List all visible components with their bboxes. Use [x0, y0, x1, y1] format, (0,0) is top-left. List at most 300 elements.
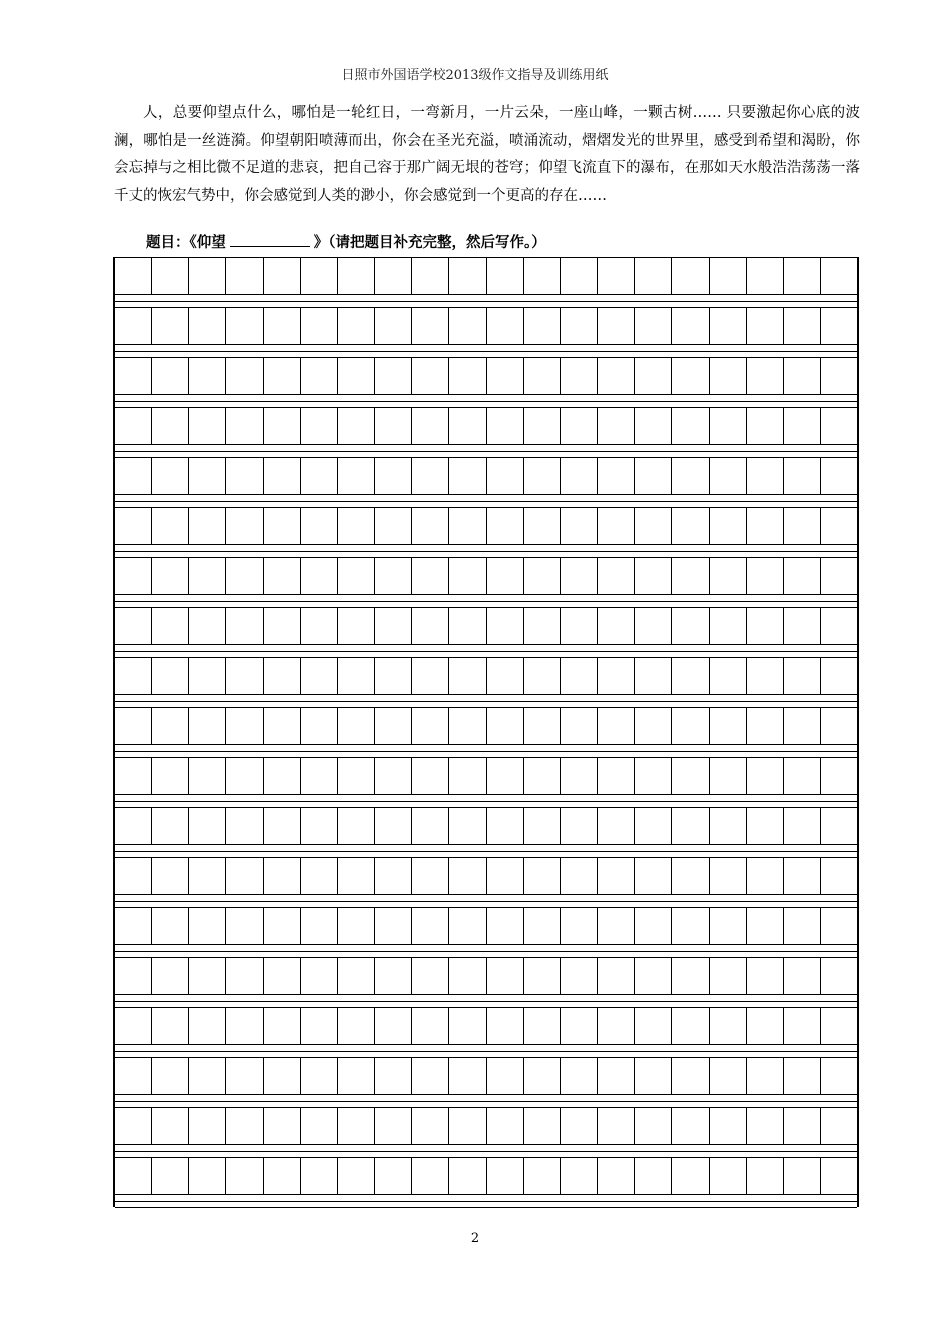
grid-cell[interactable] — [672, 908, 709, 944]
grid-cell[interactable] — [635, 1008, 672, 1044]
grid-cell[interactable] — [412, 408, 449, 444]
grid-cell[interactable] — [635, 908, 672, 944]
grid-cell[interactable] — [115, 458, 152, 494]
grid-cell[interactable] — [375, 508, 412, 544]
grid-cell[interactable] — [412, 858, 449, 894]
grid-cell[interactable] — [635, 758, 672, 794]
grid-cell[interactable] — [524, 1158, 561, 1194]
grid-cell[interactable] — [821, 608, 857, 644]
grid-cell[interactable] — [375, 858, 412, 894]
grid-cell[interactable] — [487, 1058, 524, 1094]
grid-cell[interactable] — [226, 1108, 263, 1144]
grid-cell[interactable] — [338, 558, 375, 594]
grid-cell[interactable] — [375, 1058, 412, 1094]
grid-cell[interactable] — [747, 1158, 784, 1194]
grid-cell[interactable] — [338, 708, 375, 744]
grid-cell[interactable] — [821, 958, 857, 994]
grid-cell[interactable] — [338, 308, 375, 344]
grid-cell[interactable] — [747, 1008, 784, 1044]
grid-cell[interactable] — [672, 958, 709, 994]
grid-cell[interactable] — [598, 358, 635, 394]
grid-cell[interactable] — [412, 1108, 449, 1144]
grid-cell[interactable] — [412, 658, 449, 694]
grid-cell[interactable] — [747, 1108, 784, 1144]
grid-cell[interactable] — [189, 908, 226, 944]
grid-cell[interactable] — [301, 308, 338, 344]
grid-cell[interactable] — [264, 308, 301, 344]
grid-cell[interactable] — [561, 1158, 598, 1194]
grid-cell[interactable] — [524, 508, 561, 544]
grid-cell[interactable] — [301, 258, 338, 294]
grid-cell[interactable] — [672, 1108, 709, 1144]
grid-cell[interactable] — [598, 1108, 635, 1144]
grid-cell[interactable] — [747, 658, 784, 694]
grid-cell[interactable] — [524, 1008, 561, 1044]
grid-cell[interactable] — [226, 408, 263, 444]
grid-cell[interactable] — [449, 908, 486, 944]
grid-cell[interactable] — [635, 708, 672, 744]
grid-cell[interactable] — [375, 708, 412, 744]
grid-cell[interactable] — [226, 458, 263, 494]
grid-cell[interactable] — [338, 1108, 375, 1144]
grid-cell[interactable] — [152, 958, 189, 994]
grid-cell[interactable] — [152, 258, 189, 294]
grid-cell[interactable] — [710, 308, 747, 344]
grid-cell[interactable] — [672, 608, 709, 644]
grid-cell[interactable] — [635, 858, 672, 894]
grid-cell[interactable] — [115, 408, 152, 444]
grid-cell[interactable] — [487, 1108, 524, 1144]
grid-cell[interactable] — [784, 708, 821, 744]
grid-cell[interactable] — [784, 1058, 821, 1094]
grid-cell[interactable] — [375, 808, 412, 844]
grid-cell[interactable] — [747, 908, 784, 944]
grid-cell[interactable] — [338, 858, 375, 894]
grid-cell[interactable] — [784, 1008, 821, 1044]
grid-cell[interactable] — [524, 358, 561, 394]
grid-cell[interactable] — [672, 1058, 709, 1094]
grid-cell[interactable] — [561, 1108, 598, 1144]
grid-cell[interactable] — [524, 408, 561, 444]
grid-cell[interactable] — [226, 358, 263, 394]
grid-cell[interactable] — [487, 558, 524, 594]
grid-cell[interactable] — [524, 958, 561, 994]
grid-cell[interactable] — [301, 858, 338, 894]
grid-cell[interactable] — [152, 458, 189, 494]
grid-cell[interactable] — [524, 1108, 561, 1144]
grid-cell[interactable] — [710, 408, 747, 444]
grid-cell[interactable] — [338, 808, 375, 844]
grid-cell[interactable] — [338, 958, 375, 994]
grid-cell[interactable] — [449, 258, 486, 294]
grid-cell[interactable] — [338, 458, 375, 494]
grid-cell[interactable] — [747, 258, 784, 294]
grid-cell[interactable] — [449, 1108, 486, 1144]
grid-cell[interactable] — [226, 308, 263, 344]
grid-cell[interactable] — [561, 408, 598, 444]
grid-cell[interactable] — [672, 258, 709, 294]
grid-cell[interactable] — [412, 808, 449, 844]
grid-cell[interactable] — [524, 308, 561, 344]
grid-cell[interactable] — [412, 308, 449, 344]
grid-cell[interactable] — [710, 808, 747, 844]
grid-cell[interactable] — [784, 308, 821, 344]
grid-cell[interactable] — [412, 358, 449, 394]
grid-cell[interactable] — [115, 958, 152, 994]
grid-cell[interactable] — [561, 758, 598, 794]
grid-cell[interactable] — [821, 758, 857, 794]
grid-cell[interactable] — [301, 558, 338, 594]
grid-cell[interactable] — [189, 608, 226, 644]
grid-cell[interactable] — [115, 1058, 152, 1094]
grid-cell[interactable] — [487, 458, 524, 494]
grid-cell[interactable] — [672, 508, 709, 544]
grid-cell[interactable] — [301, 1008, 338, 1044]
grid-cell[interactable] — [635, 508, 672, 544]
grid-cell[interactable] — [264, 858, 301, 894]
grid-cell[interactable] — [487, 908, 524, 944]
grid-cell[interactable] — [226, 658, 263, 694]
grid-cell[interactable] — [598, 808, 635, 844]
grid-cell[interactable] — [412, 508, 449, 544]
grid-cell[interactable] — [338, 1058, 375, 1094]
grid-cell[interactable] — [226, 1158, 263, 1194]
grid-cell[interactable] — [189, 258, 226, 294]
grid-cell[interactable] — [635, 258, 672, 294]
grid-cell[interactable] — [375, 558, 412, 594]
grid-cell[interactable] — [226, 908, 263, 944]
grid-cell[interactable] — [189, 1008, 226, 1044]
grid-cell[interactable] — [821, 408, 857, 444]
grid-cell[interactable] — [747, 858, 784, 894]
grid-cell[interactable] — [710, 458, 747, 494]
grid-cell[interactable] — [301, 708, 338, 744]
grid-cell[interactable] — [264, 808, 301, 844]
grid-cell[interactable] — [784, 358, 821, 394]
grid-cell[interactable] — [264, 908, 301, 944]
grid-cell[interactable] — [747, 458, 784, 494]
grid-cell[interactable] — [449, 558, 486, 594]
grid-cell[interactable] — [487, 1008, 524, 1044]
grid-cell[interactable] — [338, 258, 375, 294]
grid-cell[interactable] — [821, 558, 857, 594]
grid-cell[interactable] — [561, 708, 598, 744]
grid-cell[interactable] — [449, 958, 486, 994]
grid-cell[interactable] — [821, 258, 857, 294]
grid-cell[interactable] — [524, 1058, 561, 1094]
grid-cell[interactable] — [784, 658, 821, 694]
grid-cell[interactable] — [598, 408, 635, 444]
grid-cell[interactable] — [226, 558, 263, 594]
grid-cell[interactable] — [524, 708, 561, 744]
grid-cell[interactable] — [375, 1008, 412, 1044]
grid-cell[interactable] — [672, 1008, 709, 1044]
grid-cell[interactable] — [784, 758, 821, 794]
grid-cell[interactable] — [412, 1008, 449, 1044]
grid-cell[interactable] — [747, 608, 784, 644]
grid-cell[interactable] — [226, 858, 263, 894]
grid-cell[interactable] — [152, 1058, 189, 1094]
grid-cell[interactable] — [264, 1008, 301, 1044]
grid-cell[interactable] — [189, 308, 226, 344]
grid-cell[interactable] — [264, 658, 301, 694]
grid-cell[interactable] — [635, 608, 672, 644]
grid-cell[interactable] — [301, 758, 338, 794]
grid-cell[interactable] — [375, 1108, 412, 1144]
grid-cell[interactable] — [338, 758, 375, 794]
grid-cell[interactable] — [375, 958, 412, 994]
grid-cell[interactable] — [561, 308, 598, 344]
grid-cell[interactable] — [189, 758, 226, 794]
grid-cell[interactable] — [301, 958, 338, 994]
grid-cell[interactable] — [449, 358, 486, 394]
grid-cell[interactable] — [635, 1058, 672, 1094]
grid-cell[interactable] — [598, 558, 635, 594]
grid-cell[interactable] — [598, 858, 635, 894]
grid-cell[interactable] — [635, 308, 672, 344]
grid-cell[interactable] — [710, 1108, 747, 1144]
grid-cell[interactable] — [338, 508, 375, 544]
grid-cell[interactable] — [189, 1058, 226, 1094]
grid-cell[interactable] — [189, 408, 226, 444]
grid-cell[interactable] — [487, 508, 524, 544]
grid-cell[interactable] — [301, 1158, 338, 1194]
grid-cell[interactable] — [115, 1158, 152, 1194]
grid-cell[interactable] — [375, 658, 412, 694]
grid-cell[interactable] — [449, 858, 486, 894]
grid-cell[interactable] — [487, 958, 524, 994]
grid-cell[interactable] — [412, 958, 449, 994]
grid-cell[interactable] — [747, 758, 784, 794]
grid-cell[interactable] — [338, 408, 375, 444]
grid-cell[interactable] — [821, 908, 857, 944]
grid-cell[interactable] — [598, 708, 635, 744]
grid-cell[interactable] — [598, 958, 635, 994]
grid-cell[interactable] — [152, 308, 189, 344]
grid-cell[interactable] — [561, 608, 598, 644]
grid-cell[interactable] — [524, 758, 561, 794]
grid-cell[interactable] — [449, 658, 486, 694]
grid-cell[interactable] — [524, 608, 561, 644]
grid-cell[interactable] — [189, 508, 226, 544]
grid-cell[interactable] — [152, 408, 189, 444]
grid-cell[interactable] — [375, 1158, 412, 1194]
grid-cell[interactable] — [561, 258, 598, 294]
grid-cell[interactable] — [115, 658, 152, 694]
grid-cell[interactable] — [784, 958, 821, 994]
grid-cell[interactable] — [264, 708, 301, 744]
grid-cell[interactable] — [635, 358, 672, 394]
grid-cell[interactable] — [338, 1008, 375, 1044]
grid-cell[interactable] — [115, 358, 152, 394]
grid-cell[interactable] — [821, 1058, 857, 1094]
grid-cell[interactable] — [487, 758, 524, 794]
grid-cell[interactable] — [115, 858, 152, 894]
grid-cell[interactable] — [338, 358, 375, 394]
grid-cell[interactable] — [487, 708, 524, 744]
grid-cell[interactable] — [561, 1008, 598, 1044]
grid-cell[interactable] — [635, 958, 672, 994]
grid-cell[interactable] — [561, 658, 598, 694]
grid-cell[interactable] — [152, 808, 189, 844]
grid-cell[interactable] — [412, 1058, 449, 1094]
grid-cell[interactable] — [487, 608, 524, 644]
grid-cell[interactable] — [449, 1158, 486, 1194]
grid-cell[interactable] — [487, 308, 524, 344]
grid-cell[interactable] — [449, 808, 486, 844]
grid-cell[interactable] — [264, 258, 301, 294]
grid-cell[interactable] — [598, 658, 635, 694]
grid-cell[interactable] — [115, 708, 152, 744]
grid-cell[interactable] — [301, 658, 338, 694]
grid-cell[interactable] — [710, 658, 747, 694]
grid-cell[interactable] — [189, 558, 226, 594]
grid-cell[interactable] — [784, 908, 821, 944]
grid-cell[interactable] — [226, 1058, 263, 1094]
grid-cell[interactable] — [264, 958, 301, 994]
grid-cell[interactable] — [821, 358, 857, 394]
grid-cell[interactable] — [301, 908, 338, 944]
grid-cell[interactable] — [672, 458, 709, 494]
grid-cell[interactable] — [747, 508, 784, 544]
grid-cell[interactable] — [152, 508, 189, 544]
grid-cell[interactable] — [152, 1008, 189, 1044]
grid-cell[interactable] — [301, 1058, 338, 1094]
grid-cell[interactable] — [152, 758, 189, 794]
grid-cell[interactable] — [672, 408, 709, 444]
grid-cell[interactable] — [226, 758, 263, 794]
grid-cell[interactable] — [189, 458, 226, 494]
grid-cell[interactable] — [747, 1058, 784, 1094]
grid-cell[interactable] — [301, 408, 338, 444]
grid-cell[interactable] — [635, 1108, 672, 1144]
grid-cell[interactable] — [189, 958, 226, 994]
grid-cell[interactable] — [152, 908, 189, 944]
grid-cell[interactable] — [264, 758, 301, 794]
grid-cell[interactable] — [598, 608, 635, 644]
grid-cell[interactable] — [747, 808, 784, 844]
grid-cell[interactable] — [561, 908, 598, 944]
grid-cell[interactable] — [561, 358, 598, 394]
grid-cell[interactable] — [264, 608, 301, 644]
grid-cell[interactable] — [152, 558, 189, 594]
grid-cell[interactable] — [561, 458, 598, 494]
grid-cell[interactable] — [821, 1108, 857, 1144]
grid-cell[interactable] — [821, 508, 857, 544]
grid-cell[interactable] — [375, 258, 412, 294]
grid-cell[interactable] — [487, 858, 524, 894]
grid-cell[interactable] — [412, 1158, 449, 1194]
grid-cell[interactable] — [710, 908, 747, 944]
grid-cell[interactable] — [449, 308, 486, 344]
grid-cell[interactable] — [375, 908, 412, 944]
grid-cell[interactable] — [487, 808, 524, 844]
grid-cell[interactable] — [710, 758, 747, 794]
grid-cell[interactable] — [226, 508, 263, 544]
title-blank[interactable] — [230, 232, 310, 247]
grid-cell[interactable] — [301, 358, 338, 394]
grid-cell[interactable] — [226, 958, 263, 994]
grid-cell[interactable] — [152, 708, 189, 744]
grid-cell[interactable] — [524, 258, 561, 294]
grid-cell[interactable] — [598, 508, 635, 544]
grid-cell[interactable] — [561, 558, 598, 594]
grid-cell[interactable] — [524, 858, 561, 894]
grid-cell[interactable] — [115, 508, 152, 544]
grid-cell[interactable] — [115, 608, 152, 644]
grid-cell[interactable] — [598, 1158, 635, 1194]
grid-cell[interactable] — [784, 1158, 821, 1194]
grid-cell[interactable] — [710, 608, 747, 644]
grid-cell[interactable] — [524, 808, 561, 844]
grid-cell[interactable] — [710, 558, 747, 594]
grid-cell[interactable] — [115, 808, 152, 844]
grid-cell[interactable] — [710, 258, 747, 294]
grid-cell[interactable] — [524, 558, 561, 594]
grid-cell[interactable] — [338, 1158, 375, 1194]
grid-cell[interactable] — [115, 1008, 152, 1044]
grid-cell[interactable] — [189, 1108, 226, 1144]
grid-cell[interactable] — [152, 658, 189, 694]
grid-cell[interactable] — [710, 1058, 747, 1094]
grid-cell[interactable] — [115, 908, 152, 944]
grid-cell[interactable] — [301, 508, 338, 544]
grid-cell[interactable] — [747, 558, 784, 594]
grid-cell[interactable] — [747, 958, 784, 994]
grid-cell[interactable] — [412, 558, 449, 594]
grid-cell[interactable] — [635, 1158, 672, 1194]
grid-cell[interactable] — [487, 358, 524, 394]
grid-cell[interactable] — [784, 1108, 821, 1144]
grid-cell[interactable] — [226, 608, 263, 644]
grid-cell[interactable] — [598, 258, 635, 294]
grid-cell[interactable] — [375, 608, 412, 644]
grid-cell[interactable] — [115, 758, 152, 794]
grid-cell[interactable] — [747, 308, 784, 344]
grid-cell[interactable] — [747, 358, 784, 394]
grid-cell[interactable] — [672, 1158, 709, 1194]
grid-cell[interactable] — [449, 758, 486, 794]
grid-cell[interactable] — [375, 358, 412, 394]
grid-cell[interactable] — [189, 1158, 226, 1194]
grid-cell[interactable] — [264, 1158, 301, 1194]
grid-cell[interactable] — [375, 758, 412, 794]
grid-cell[interactable] — [449, 408, 486, 444]
grid-cell[interactable] — [449, 608, 486, 644]
grid-cell[interactable] — [375, 458, 412, 494]
grid-cell[interactable] — [784, 858, 821, 894]
grid-cell[interactable] — [635, 808, 672, 844]
grid-cell[interactable] — [561, 1058, 598, 1094]
grid-cell[interactable] — [226, 808, 263, 844]
grid-cell[interactable] — [710, 1008, 747, 1044]
grid-cell[interactable] — [524, 658, 561, 694]
grid-cell[interactable] — [598, 458, 635, 494]
grid-cell[interactable] — [264, 358, 301, 394]
grid-cell[interactable] — [487, 658, 524, 694]
grid-cell[interactable] — [449, 1058, 486, 1094]
grid-cell[interactable] — [561, 808, 598, 844]
grid-cell[interactable] — [524, 458, 561, 494]
grid-cell[interactable] — [747, 408, 784, 444]
grid-cell[interactable] — [487, 408, 524, 444]
grid-cell[interactable] — [821, 808, 857, 844]
grid-cell[interactable] — [710, 358, 747, 394]
grid-cell[interactable] — [784, 458, 821, 494]
grid-cell[interactable] — [449, 708, 486, 744]
grid-cell[interactable] — [561, 858, 598, 894]
grid-cell[interactable] — [301, 458, 338, 494]
